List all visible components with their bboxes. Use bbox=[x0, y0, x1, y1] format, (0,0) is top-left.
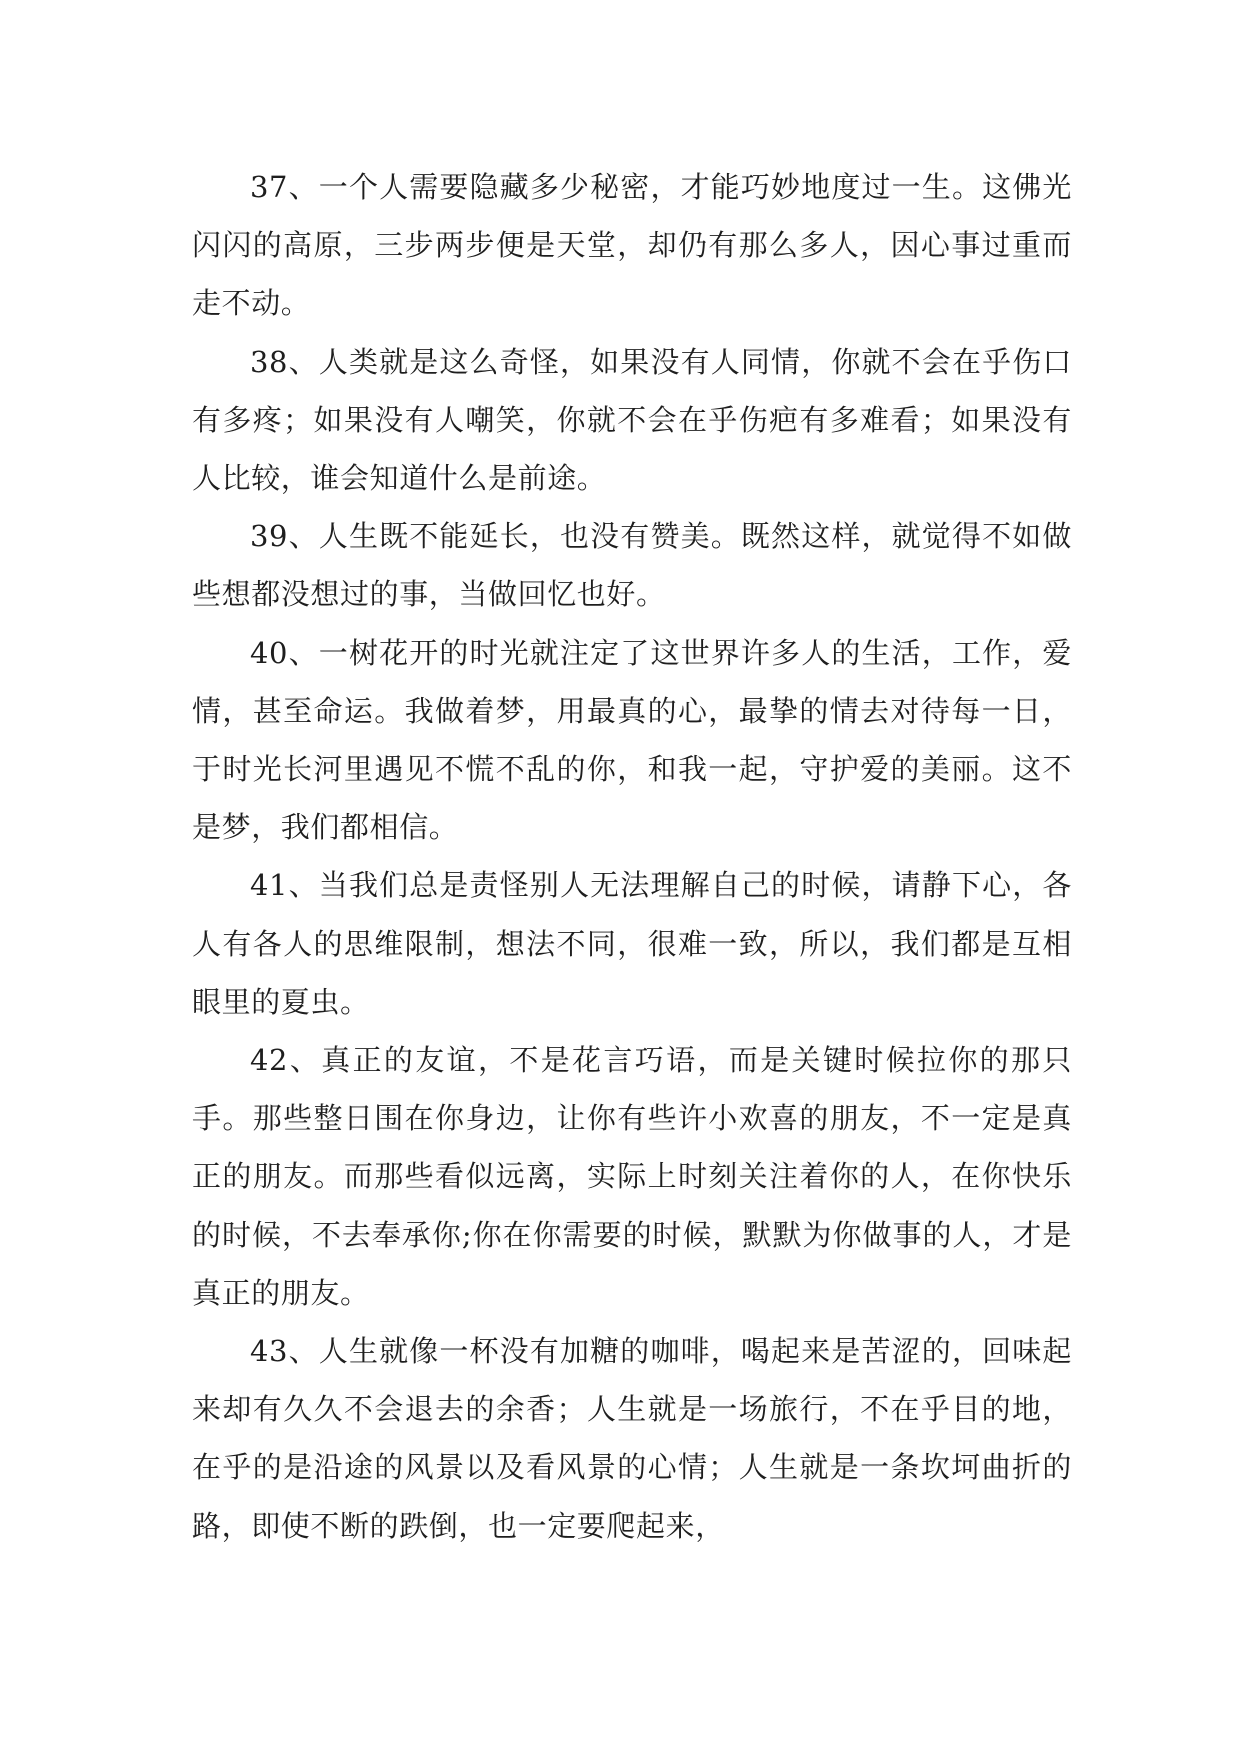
paragraph-41: 41、当我们总是责怪别人无法理解自己的时候，请静下心，各人有各人的思维限制，想法不同，很难一致，所以，我们都是互相眼里的夏虫。 bbox=[192, 868, 1072, 1019]
paragraph-42: 42、真正的友谊，不是花言巧语，而是关键时候拉你的那只手。那些整日围在你身边，让你有些许小欢喜的朋友，不一定是真正的朋友。而那些看似远离，实际上时刻关注着你的人，在你快乐的时候，不去奉承你;你在你需要的时候，默默为你做事的人，才是真正的朋友。 bbox=[192, 1043, 1072, 1310]
paragraph-40: 40、一树花开的时光就注定了这世界许多人的生活，工作，爱情，甚至命运。我做着梦，用最真的心，最挚的情去对待每一日，于时光长河里遇见不慌不乱的你，和我一起，守护爱的美丽。这不是梦，我们都相信。 bbox=[192, 635, 1072, 845]
paragraph-37: 37、一个人需要隐藏多少秘密，才能巧妙地度过一生。这佛光闪闪的高原，三步两步便是天堂，却仍有那么多人，因心事过重而走不动。 bbox=[192, 170, 1072, 321]
document-body bbox=[192, 158, 1072, 1555]
paragraph-39: 39、人生既不能延长，也没有赞美。既然这样，就觉得不如做些想都没想过的事，当做回忆也好。 bbox=[192, 519, 1072, 612]
paragraph-38: 38、人类就是这么奇怪，如果没有人同情，你就不会在乎伤口有多疼；如果没有人嘲笑，你就不会在乎伤疤有多难看；如果没有人比较，谁会知道什么是前途。 bbox=[192, 344, 1072, 496]
paragraph-43: 43、人生就像一杯没有加糖的咖啡，喝起来是苦涩的，回味起来却有久久不会退去的余香；人生就是一场旅行，不在乎目的地，在乎的是沿途的风景以及看风景的心情；人生就是一条坎坷曲折的路，即使不断的跌倒，也一定要爬起来， bbox=[192, 1334, 1072, 1543]
